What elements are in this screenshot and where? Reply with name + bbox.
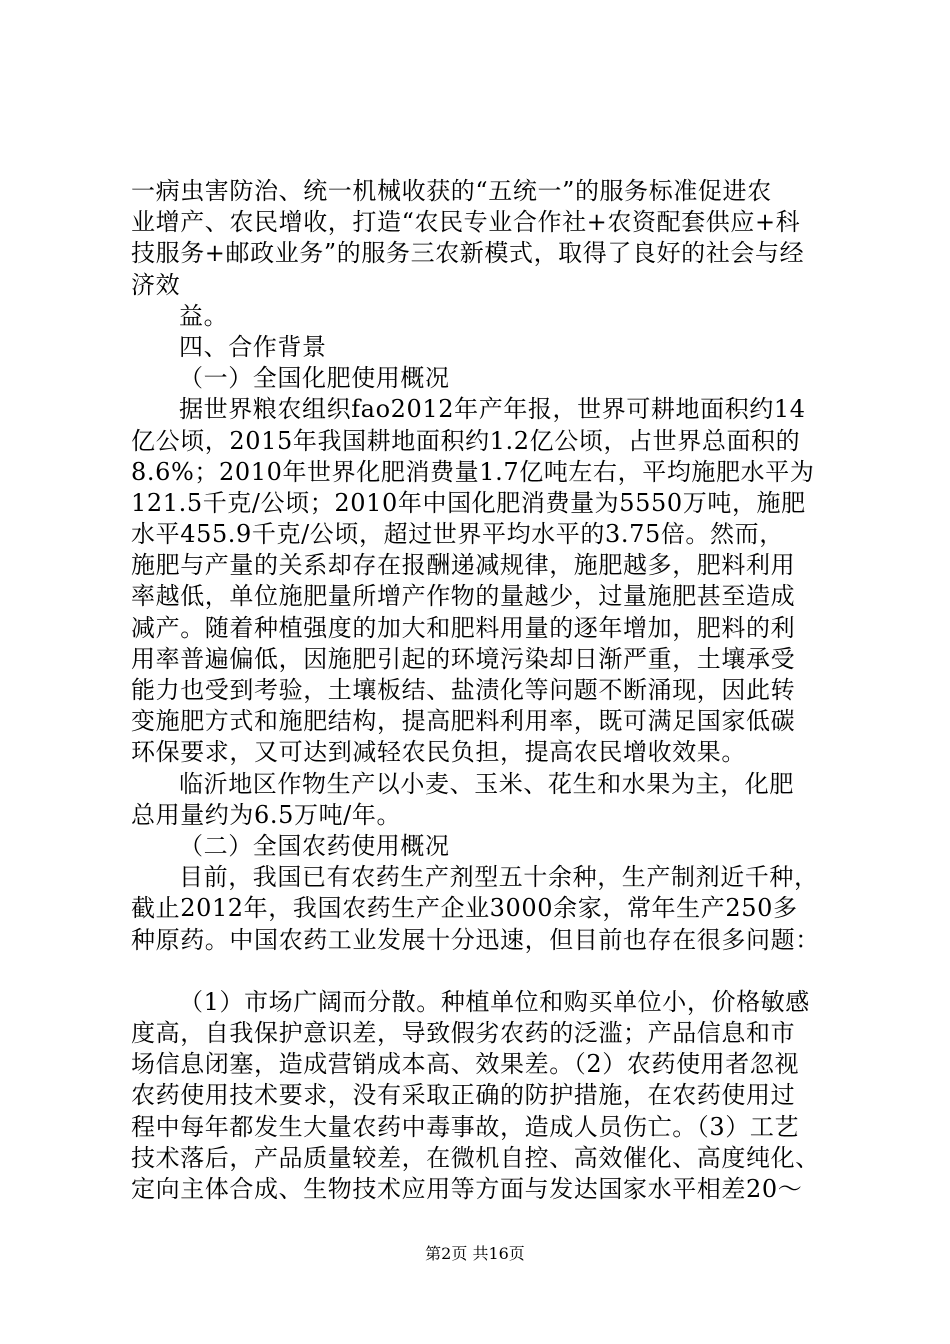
text-line: 场信息闭塞，造成营销成本高、效果差。（2）农药使用者忽视	[131, 1050, 800, 1079]
text-line: （1）市场广阔而分散。种植单位和购买单位小，价格敏感	[179, 987, 810, 1016]
text-line: 总用量约为6.5万吨/年。	[131, 800, 402, 829]
text-line: 用率普遍偏低，因施肥引起的环境污染却日渐严重，土壤承受	[131, 644, 796, 673]
text-line: 业增产、农民增收，打造“农民专业合作社+农资配套供应+科	[131, 208, 801, 237]
text-line: 施肥与产量的关系却存在报酬递减规律，施肥越多，肥料利用	[131, 551, 796, 580]
page-footer: 第2页 共16页	[425, 1244, 525, 1263]
text-line: 技术落后，产品质量较差，在微机自控、高效催化、高度纯化、	[131, 1143, 820, 1172]
subsection-heading: （二）全国农药使用概况	[179, 831, 450, 860]
document-body	[131, 176, 851, 1205]
text-line: 技服务+邮政业务”的服务三农新模式，取得了良好的社会与经	[131, 239, 805, 268]
text-line: 率越低，单位施肥量所增产作物的量越少，过量施肥甚至造成	[131, 582, 796, 611]
text-line: 变施肥方式和施肥结构，提高肥料利用率，既可满足国家低碳	[131, 707, 796, 736]
text-line: 环保要求，又可达到减轻农民负担，提高农民增收效果。	[131, 738, 746, 767]
subsection-heading: （一）全国化肥使用概况	[179, 364, 450, 393]
text-line: 农药使用技术要求，没有采取正确的防护措施，在农药使用过	[131, 1081, 796, 1110]
text-line: 定向主体合成、生物技术应用等方面与发达国家水平相差20～	[131, 1175, 803, 1203]
text-line: 截止2012年，我国农药生产企业3000余家，常年生产250多	[131, 894, 798, 923]
paragraph-gap	[131, 956, 851, 987]
text-line: 水平455.9千克/公顷，超过世界平均水平的3.75倍。然而，	[131, 520, 784, 549]
text-line: 度高，自我保护意识差，导致假劣农药的泛滥；产品信息和市	[131, 1019, 796, 1048]
text-line: 8.6%；2010年世界化肥消费量1.7亿吨左右，平均施肥水平为	[131, 457, 815, 486]
text-line: 据世界粮农组织fao2012年产年报，世界可耕地面积约14	[179, 395, 806, 424]
text-line: 目前，我国已有农药生产剂型五十余种，生产制剂近千种，	[179, 863, 819, 892]
text-line: 临沂地区作物生产以小麦、玉米、花生和水果为主，化肥	[179, 769, 794, 798]
text-line: 济效	[131, 270, 181, 299]
text-line: 减产。随着种植强度的加大和肥料用量的逐年增加，肥料的利	[131, 613, 796, 642]
text-line: 亿公顷，2015年我国耕地面积约1.2亿公顷，占世界总面积的	[131, 426, 801, 455]
text-line: 程中每年都发生大量农药中毒事故，造成人员伤亡。（3）工艺	[131, 1112, 800, 1141]
section-heading: 四、合作背景	[179, 332, 327, 361]
text-line: 一病虫害防治、统一机械收获的“五统一”的服务标准促进农	[131, 177, 772, 205]
text-line: 益。	[179, 301, 229, 330]
text-line: 121.5千克/公顷；2010年中国化肥消费量为5550万吨，施肥	[131, 488, 806, 517]
text-line: 能力也受到考验，土壤板结、盐渍化等问题不断涌现，因此转	[131, 676, 796, 704]
text-line: 种原药。中国农药工业发展十分迅速，但目前也存在很多问题：	[131, 925, 820, 954]
